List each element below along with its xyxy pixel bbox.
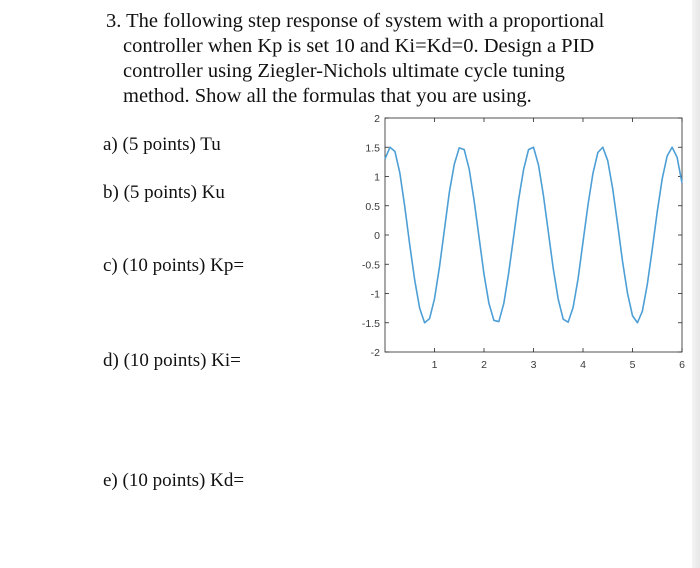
question-line-3: controller using Ziegler-Nichols ultimate cycle tuning <box>123 60 565 82</box>
question-line-2: controller when Kp is set 10 and Ki=Kd=0. Design a PID <box>123 35 595 57</box>
y-tick-label: 0.5 <box>365 200 380 213</box>
y-tick-label: -0.5 <box>361 259 380 272</box>
plot-ticks <box>362 113 685 371</box>
question-line-4: method. Show all the formulas that you are using. <box>123 85 532 107</box>
part-e-kd: e) (10 points) Kd= <box>103 470 245 491</box>
x-tick-label: 5 <box>629 359 636 371</box>
y-tick-label: 0 <box>374 230 380 242</box>
x-tick-label: 1 <box>431 359 438 371</box>
x-tick-label: 4 <box>580 359 586 371</box>
part-b-ku: b) (5 points) Ku <box>103 182 225 203</box>
part-c-kp: c) (10 points) Kp= <box>103 255 245 276</box>
question-line-1: 3. The following step response of system with a proportional <box>106 10 605 32</box>
y-tick-label: -1 <box>370 288 380 301</box>
part-d-ki: d) (10 points) Ki= <box>103 350 241 371</box>
y-tick-label: 2 <box>374 113 380 125</box>
page-edge <box>692 0 700 568</box>
y-tick-label: -2 <box>370 347 380 359</box>
x-tick-label: 2 <box>481 359 487 371</box>
y-tick-label: -1.5 <box>361 317 380 330</box>
part-a-tu: a) (5 points) Tu <box>103 134 221 155</box>
y-tick-label: 1.5 <box>365 142 380 155</box>
y-tick-label: 1 <box>374 171 380 184</box>
series-line-step-response <box>385 147 682 323</box>
x-tick-label: 3 <box>530 359 537 371</box>
plot-series <box>385 147 682 323</box>
x-tick-label: 6 <box>679 359 685 371</box>
